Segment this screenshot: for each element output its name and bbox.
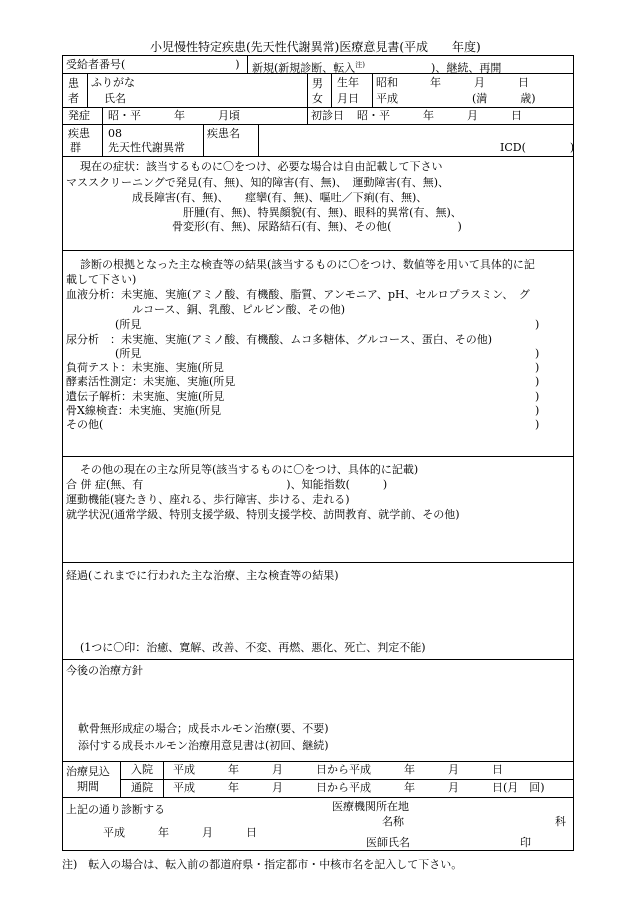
era-showa: 昭和 [376, 76, 398, 89]
new-status [252, 58, 501, 76]
xray-test-close: ) [535, 404, 540, 417]
birth-date: 年 月 日 [430, 76, 529, 89]
sex-male: 男 [312, 77, 323, 90]
sex-female: 女 [312, 92, 323, 105]
disease-name-label: 疾患名 [207, 127, 240, 140]
symptoms-line: 肝腫(有、無)、特異顔貌(有、無)、眼科的異常(有、無)、 [183, 206, 462, 219]
recipient-number: 受給者番号( ) [66, 58, 240, 71]
symptoms-line: マススクリーニングで発見(有、無)、知的障害(有、無)、 運動障害(有、無)、 [66, 176, 450, 189]
blood-analysis-cont: ルコース、銅、乳酸、ピルビン酸、その他) [132, 303, 346, 316]
urine-findings-close: ) [535, 347, 540, 360]
page-title: 小児慢性特定疾患(先天性代謝異常)医療意見書(平成 年度) [150, 40, 481, 54]
first-visit-value: 昭・平 年 月 日 [357, 109, 522, 122]
signature-date: 平成 年 月 日 [103, 826, 257, 839]
symptoms-line: 成長障害(有、無)、 痙攣(有、無)、嘔吐／下痢(有、無)、 [132, 191, 428, 204]
period-label-2: 期間 [77, 780, 99, 793]
blood-findings: (所見 [115, 318, 142, 331]
outpatient-label: 通院 [131, 781, 153, 794]
disease-code: 08 [108, 127, 122, 140]
new-rest: )、継続、再開 [365, 61, 502, 75]
load-test-close: ) [535, 361, 540, 374]
patient-label-1: 患 [68, 77, 79, 90]
diagnosis-statement: 上記の通り診断する [66, 803, 165, 816]
inpatient-dates: 平成 年 月 日から平成 年 月 日 [173, 763, 503, 776]
course-header: 経過(これまでに行われた主な治療、主な検査等の結果) [66, 569, 339, 582]
note-mark: 注) [355, 61, 366, 69]
load-test: 負荷テスト：未実施、実施(所見 [66, 361, 224, 374]
department-label: 科 [555, 815, 566, 828]
complications: 合 併 症(無、有 )、知能指数( ) [66, 478, 388, 491]
disease-group-label-2: 群 [70, 141, 81, 154]
period-label-1: 治療見込 [66, 765, 110, 778]
institution-address: 医療機関所在地 [332, 800, 409, 813]
inpatient-label: 入院 [131, 763, 153, 776]
institution-name-label: 名称 [382, 815, 404, 828]
onset-label: 発症 [68, 109, 90, 122]
enzyme-test: 酵素活性測定：未実施、実施(所見 [66, 375, 236, 388]
birth-label-2: 月日 [337, 92, 359, 105]
doctor-name-label: 医師氏名 [366, 836, 410, 849]
new-label: 新規(新規診断、転入 [252, 61, 356, 75]
name-label: 氏名 [104, 92, 126, 105]
birth-label-1: 生年 [337, 76, 359, 89]
other-findings-header: その他の現在の主な所見等(該当するものに〇をつけ、具体的に記載) [80, 463, 419, 476]
enzyme-test-close: ) [535, 375, 540, 388]
urine-findings: (所見 [115, 347, 142, 360]
other-test: その他( [66, 418, 104, 431]
disease-group-label-1: 疾患 [68, 127, 90, 140]
disease-group-name: 先天性代謝異常 [108, 141, 185, 154]
symptoms-header: 現在の症状：該当するものに〇をつけ、必要な場合は自由記載して下さい [80, 160, 443, 173]
blood-analysis: 血液分析：未実施、実施(アミノ酸、有機酸、脂質、アンモニア、pH、セルロプラスミン、 グ [66, 288, 530, 301]
course-result: (1つに〇印：治癒、寛解、改善、不変、再燃、悪化、死亡、判定不能) [80, 641, 426, 654]
icd-code: ICD( ) [500, 141, 575, 154]
gene-analysis-close: ) [535, 390, 540, 403]
gene-analysis: 遺伝子解析：未実施、実施(所見 [66, 390, 225, 403]
plan-header: 今後の治療方針 [66, 664, 143, 677]
era-heisei: 平成 [376, 92, 398, 105]
blood-findings-close: ) [535, 318, 540, 331]
furigana-label: ふりがな [91, 76, 135, 89]
tests-header: 診断の根拠となった主な検査等の結果(該当するものに〇をつけ、数値等を用いて具体的に記 [80, 258, 535, 271]
first-visit-label: 初診日 [311, 109, 344, 122]
onset-value: 昭・平 年 月頃 [108, 109, 240, 122]
seal-mark: 印 [520, 836, 531, 849]
school-status: 就学状況(通常学級、特別支援学級、特別支援学校、訪問教育、就学前、その他) [66, 508, 460, 521]
footnote: 注) 転入の場合は、転入前の都道府県・指定都市・中核市名を記入して下さい。 [62, 858, 463, 871]
plan-line-1: 軟骨無形成症の場合；成長ホルモン治療(要、不要) [78, 722, 329, 735]
symptoms-line: 骨変形(有、無)、尿路結石(有、無)、その他( ) [172, 220, 462, 233]
outpatient-dates: 平成 年 月 日から平成 年 月 日(月 回) [173, 781, 545, 794]
urine-analysis: 尿分析 ：未実施、実施(アミノ酸、有機酸、ムコ多糖体、グルコース、蛋白、その他) [66, 333, 493, 346]
age: (満 歳) [472, 92, 536, 105]
plan-line-2: 添付する成長ホルモン治療用意見書は(初回、継続) [78, 739, 329, 752]
patient-label-2: 者 [68, 92, 79, 105]
motor-function: 運動機能(寝たきり、座れる、歩行障害、歩ける、走れる) [66, 493, 350, 506]
other-test-close: ) [535, 418, 540, 431]
xray-test: 骨X線検査：未実施、実施(所見 [66, 404, 222, 417]
tests-header-cont: 載して下さい) [66, 273, 137, 286]
